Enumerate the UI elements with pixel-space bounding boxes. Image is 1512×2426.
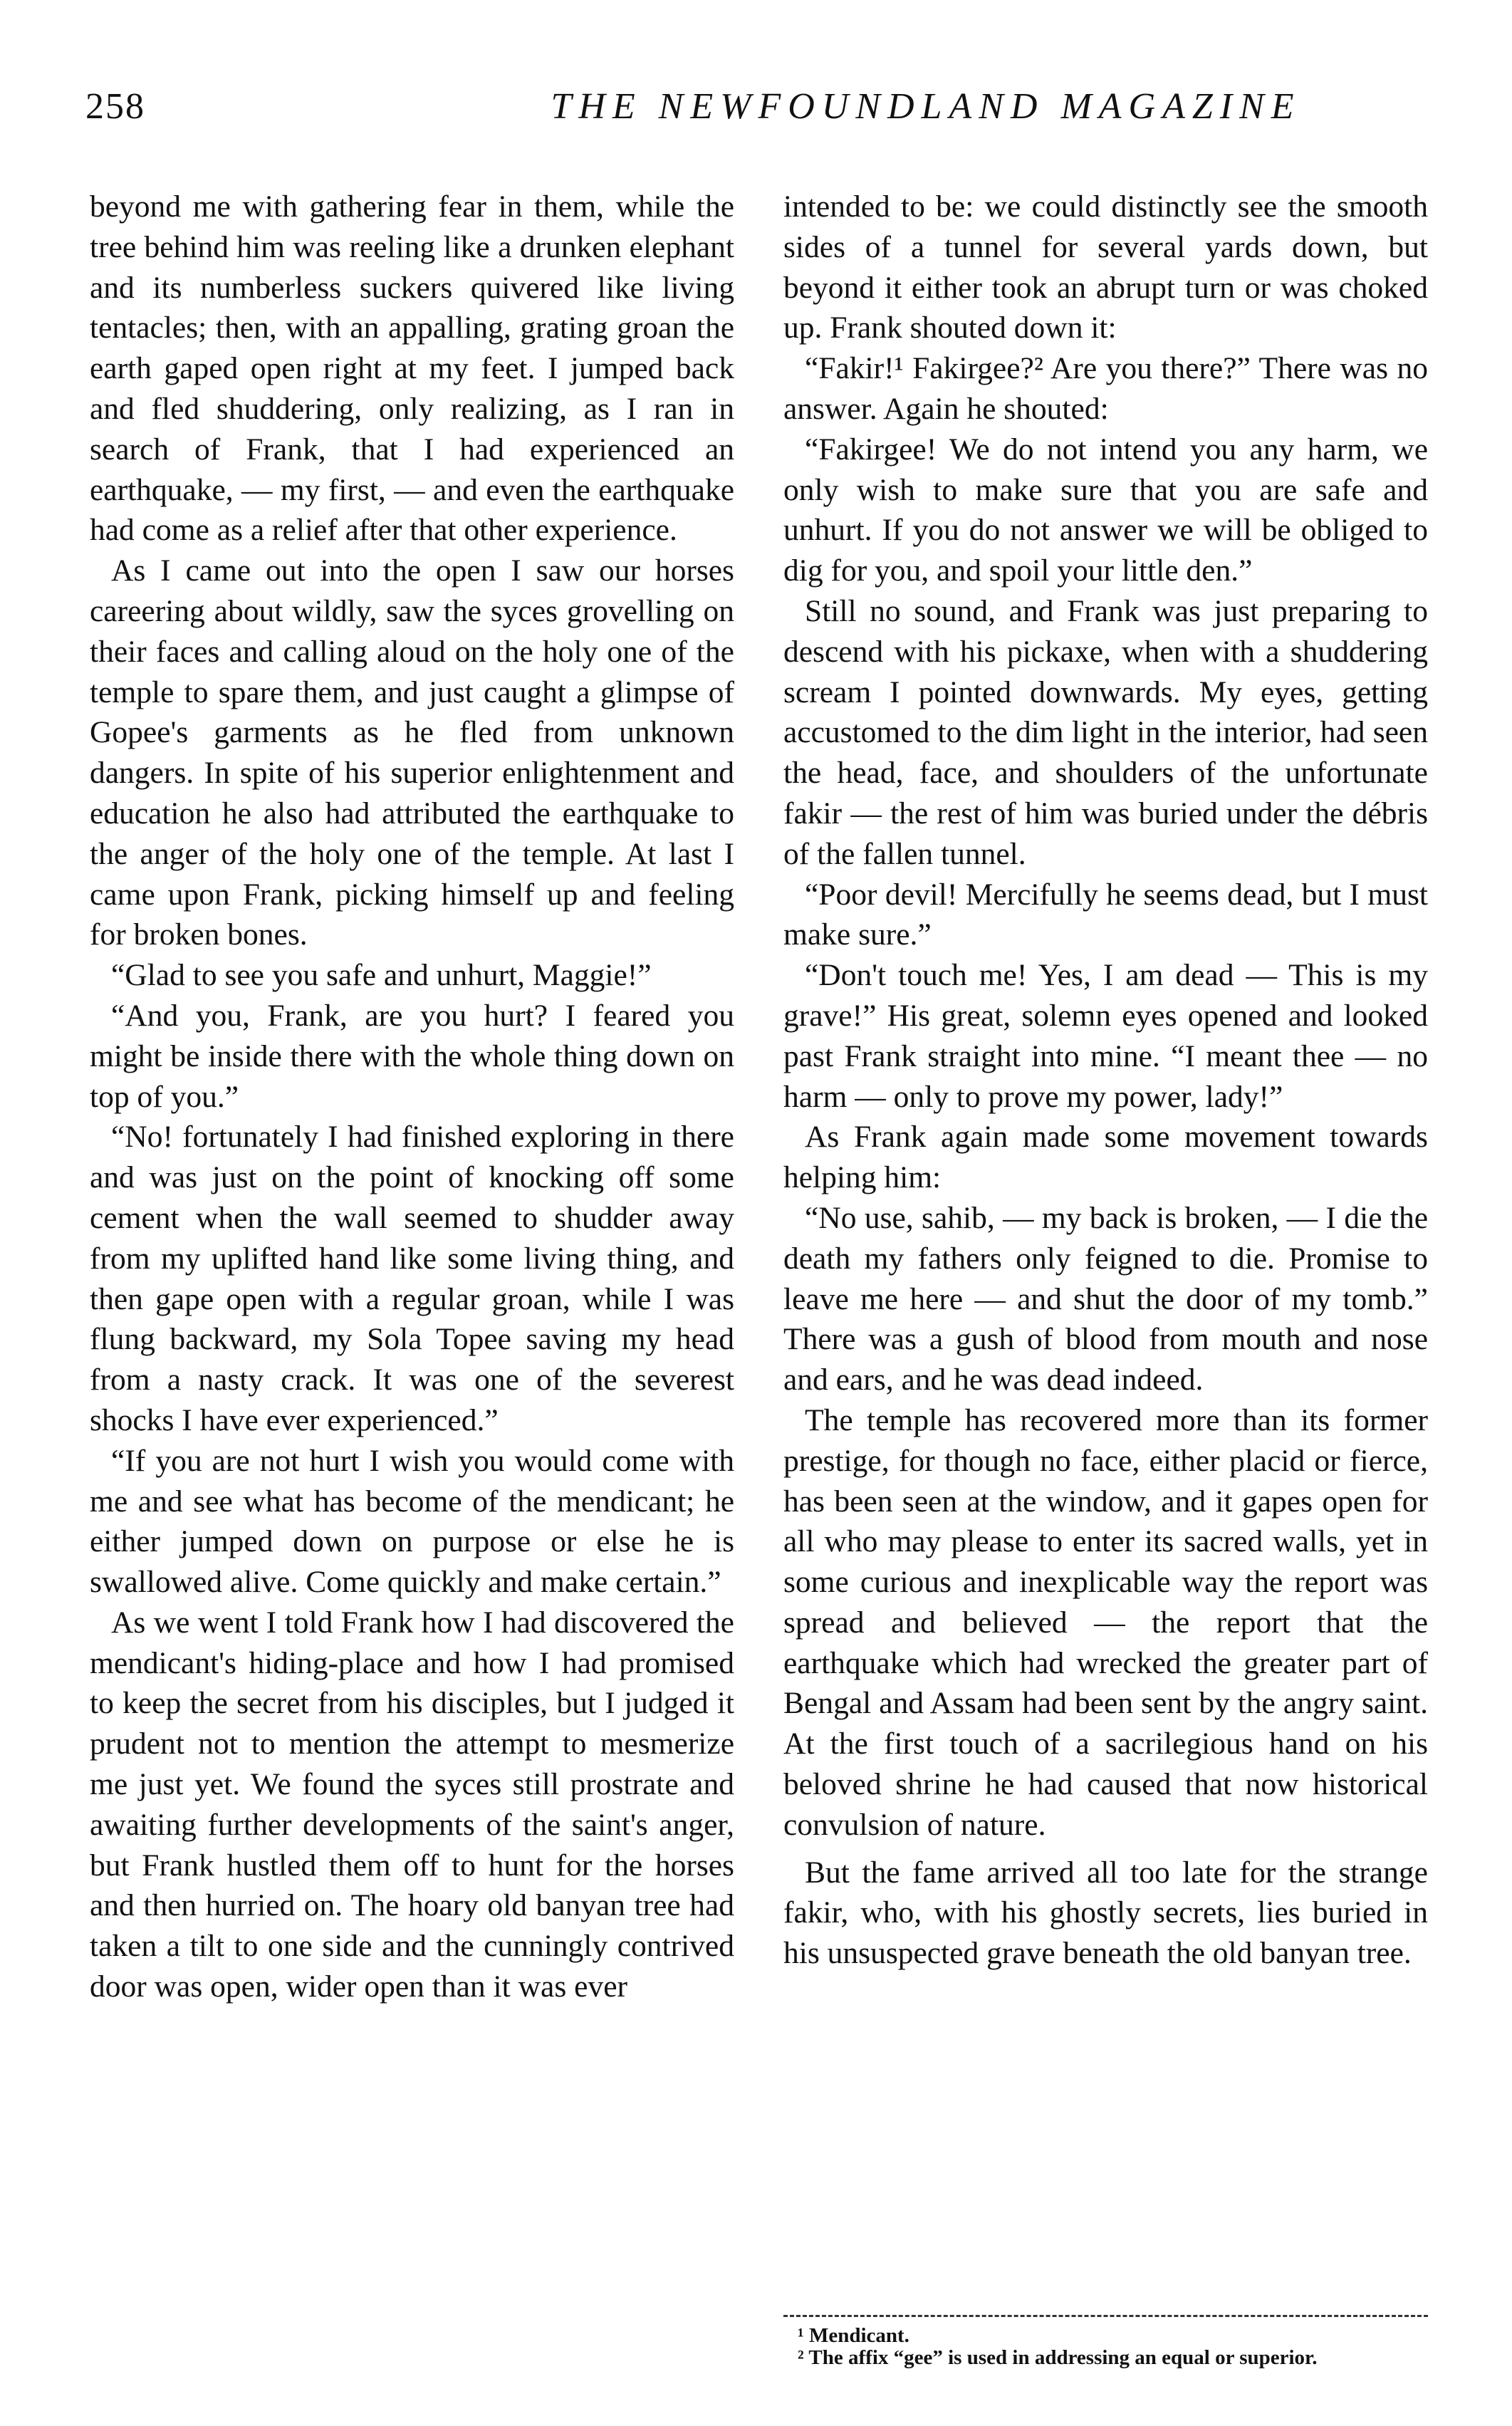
footnote: ¹ Mendicant. [798,2324,909,2347]
paragraph: “Poor devil! Mercifully he seems dead, but I must make sure.” [783,877,1428,952]
paragraph: As Frank again made some movement towards helping him: [783,1120,1428,1195]
page-header [85,85,1424,142]
right-column [783,187,1428,1974]
footnotes [791,2325,1428,2369]
paragraph: beyond me with gathering fear in them, while the tree behind him was reeling like a drunken elephant and its numberless suckers quivered like living tentacles; then, with an appalling, grating groan the earth gaped open right at my feet. I jumped back and fled shuddering, only realizing, as I ran in search of Frank, that I had experienced an earthquake, — my first, — and even the earthquake had come as a relief after that other experience. [90,189,734,548]
paragraph: But the fame arrived all too late for the strange fakir, who, with his ghostly secrets, lies buried in his unsuspected grave beneath the old banyan tree. [783,1855,1428,1971]
paragraph: “Fakirgee! We do not intend you any harm, we only wish to make sure that you are safe and unhurt. If you do not answer we will be obliged to dig for you, and spoil your little den.” [783,432,1428,588]
paragraph: “No! fortunately I had finished exploring in there and was just on the point of knocking off some cement when the wall seemed to shudder away from my uplifted hand like some living thing, and then gape open with a regular groan, while I was flung backward, my Sola Topee saving my head from a nasty crack. It was one of the severest shocks I have ever experienced.” [90,1120,734,1437]
paragraph: Still no sound, and Frank was just preparing to descend with his pickaxe, when with a shuddering scream I pointed downwards. My eyes, getting accustomed to the dim light in the interior, had seen the head, face, and shoulders of the unfortunate fakir — the rest of him was buried under the débris of the fallen tunnel. [783,593,1428,871]
paragraph: “If you are not hurt I wish you would come with me and see what has become of the mendicant; he either jumped down on purpose or else he is swallowed alive. Come quickly and make certain.” [90,1443,734,1600]
paragraph: “No use, sahib, — my back is broken, — I die the death my fathers only feigned to die. Promise to leave me here — and shut the door of my tomb.” There was a gush of blood from mouth and nose and ears, and he was dead indeed. [783,1200,1428,1397]
footnote: ² The affix “gee” is used in addressing an equal or superior. [798,2346,1318,2369]
paragraph: “Don't touch me! Yes, I am dead — This is my grave!” His great, solemn eyes opened and looked past Frank straight into mine. “I meant thee — no harm — only to prove my power, lady!” [783,958,1428,1114]
paragraph: intended to be: we could distinctly see the smooth sides of a tunnel for several yards down, but beyond it either took an abrupt turn or was choked up. Frank shouted down it: [783,189,1428,345]
running-title: THE NEWFOUNDLAND MAGAZINE [551,86,1301,127]
footnote-divider [783,2315,1428,2317]
left-column [90,187,734,2007]
paragraph: The temple has recovered more than its former prestige, for though no face, either placid or fierce, has been seen at the window, and it gapes open for all who may please to enter its sacred walls, yet in some curious and inexplicable way the report was spread and believed — the report that the earthquake which had wrecked the greater part of Bengal and Assam had been sent by the angry saint. At the first touch of a sacrilegious hand on his beloved shrine he had caused that now historical convulsion of nature. [783,1402,1428,1842]
paragraph: “Fakir!¹ Fakirgee?² Are you there?” There was no answer. Again he shouted: [783,351,1428,426]
paragraph: “And you, Frank, are you hurt? I feared you might be inside there with the whole thing down on top of you.” [90,998,734,1114]
paragraph: “Glad to see you safe and unhurt, Maggie!” [111,958,652,993]
paragraph: As I came out into the open I saw our horses careering about wildly, saw the syces grovelling on their faces and calling aloud on the holy one of the temple to spare them, and just caught a glimpse of Gopee's garments as he fled from unknown dangers. In spite of his superior enlightenment and education he also had attributed the earthquake to the anger of the holy one of the temple. At last I came upon Frank, picking himself up and feeling for broken bones. [90,553,734,952]
paragraph: As we went I told Frank how I had discovered the mendicant's hiding-place and how I had promised to keep the secret from his disciples, but I judged it prudent not to mention the attempt to mesmerize me just yet. We found the syces still prostrate and awaiting further developments of the saint's anger, but Frank hustled them off to hunt for the horses and then hurried on. The hoary old banyan tree had taken a tilt to one side and the cunningly contrived door was open, wider open than it was ever [90,1605,734,2004]
page-number: 258 [85,86,145,127]
